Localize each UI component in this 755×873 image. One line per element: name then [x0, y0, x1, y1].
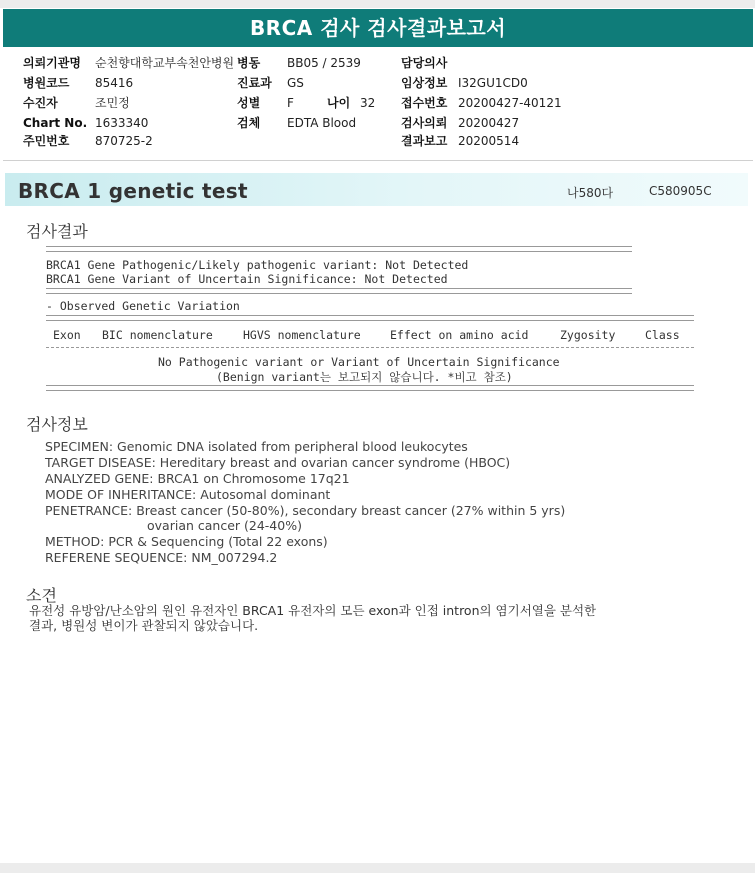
ward-value: BB05 / 2539 — [287, 56, 361, 70]
accession-value: 20200427-40121 — [458, 96, 562, 110]
clinical-info-value: I32GU1CD0 — [458, 76, 528, 90]
opinion-line1: 유전성 유방암/난소암의 원인 유전자인 BRCA1 유전자의 모든 exon과 인접 intron의 염기서열을 분석한 — [29, 603, 597, 618]
chart-label: Chart No. — [23, 116, 88, 130]
test-title: BRCA 1 genetic test — [18, 179, 248, 203]
test-title-band — [5, 173, 748, 206]
info-method: METHOD: PCR & Sequencing (Total 22 exons) — [45, 534, 328, 549]
col-bic: BIC nomenclature — [102, 328, 213, 342]
rule-bottom — [46, 385, 694, 391]
test-code-primary: 나580다 — [567, 186, 614, 200]
hospital-code-label: 병원코드 — [23, 76, 70, 90]
col-effect: Effect on amino acid — [390, 328, 529, 342]
ward-label: 병동 — [237, 56, 261, 70]
chart-value: 1633340 — [95, 116, 149, 130]
info-penetrance-cont: ovarian cancer (24-40%) — [147, 518, 302, 533]
opinion-heading: 소견 — [26, 586, 57, 605]
vus-result: BRCA1 Gene Variant of Uncertain Significance: Not Detected — [46, 272, 448, 286]
info-inheritance: MODE OF INHERITANCE: Autosomal dominant — [45, 487, 331, 502]
col-exon: Exon — [53, 328, 81, 342]
patient-label: 수진자 — [23, 96, 58, 110]
info-specimen: SPECIMEN: Genomic DNA isolated from peripheral blood leukocytes — [45, 439, 468, 454]
info-heading: 검사정보 — [26, 415, 88, 434]
rrn-label: 주민번호 — [23, 134, 70, 148]
opinion-line2: 결과, 병원성 변이가 관찰되지 않았습니다. — [29, 618, 259, 633]
rule-header-dash — [46, 347, 694, 348]
hospital-code-value: 85416 — [95, 76, 134, 90]
accession-label: 접수번호 — [401, 96, 448, 110]
institution-label: 의뢰기관명 — [23, 56, 81, 70]
clinical-info-label: 임상정보 — [401, 76, 448, 90]
report-date-value: 20200514 — [458, 134, 520, 148]
age-value: 32 — [360, 96, 376, 110]
col-class: Class — [645, 328, 680, 342]
report-title: BRCA 검사 검사결과보고서 — [3, 9, 753, 47]
info-reference: REFERENE SEQUENCE: NM_007294.2 — [45, 550, 278, 565]
patient-value: 조민정 — [95, 96, 130, 110]
info-penetrance: PENETRANCE: Breast cancer (50-80%), secondary breast cancer (27% within 5 yrs) — [45, 503, 566, 518]
col-hgvs: HGVS nomenclature — [243, 328, 361, 342]
request-date-label: 검사의뢰 — [401, 116, 448, 130]
sex-value: F — [287, 96, 294, 110]
specimen-value: EDTA Blood — [287, 116, 357, 130]
observed-variation-label: - Observed Genetic Variation — [46, 299, 240, 313]
bottom-strip — [0, 863, 755, 873]
no-variant-line2: (Benign variant는 보고되지 않습니다. *비고 참조) — [216, 370, 513, 384]
results-heading: 검사결과 — [26, 222, 88, 241]
sex-label: 성별 — [237, 96, 261, 110]
info-target-disease: TARGET DISEASE: Hereditary breast and ovarian cancer syndrome (HBOC) — [45, 455, 511, 470]
no-variant-line1: No Pathogenic variant or Variant of Uncertain Significance — [158, 355, 560, 369]
request-date-value: 20200427 — [458, 116, 520, 130]
report-date-label: 결과보고 — [401, 134, 448, 148]
info-analyzed-gene: ANALYZED GENE: BRCA1 on Chromosome 17q21 — [45, 471, 350, 486]
institution-value: 순천향대학교부속천안병원 — [95, 56, 235, 70]
rule-mid — [46, 288, 632, 294]
specimen-label: 검체 — [237, 116, 261, 130]
rule-table-top — [46, 315, 694, 321]
rrn-value: 870725-2 — [95, 134, 153, 148]
dept-value: GS — [287, 76, 304, 90]
rule-top — [46, 246, 632, 252]
col-zygosity: Zygosity — [560, 328, 616, 342]
dept-label: 진료과 — [237, 76, 272, 90]
doctor-label: 담당의사 — [401, 56, 448, 70]
header-divider — [3, 160, 753, 161]
pathogenic-result: BRCA1 Gene Pathogenic/Likely pathogenic variant: Not Detected — [46, 258, 469, 272]
test-code-secondary: C580905C — [649, 184, 712, 198]
top-strip — [0, 0, 755, 8]
age-label: 나이 — [327, 96, 351, 110]
